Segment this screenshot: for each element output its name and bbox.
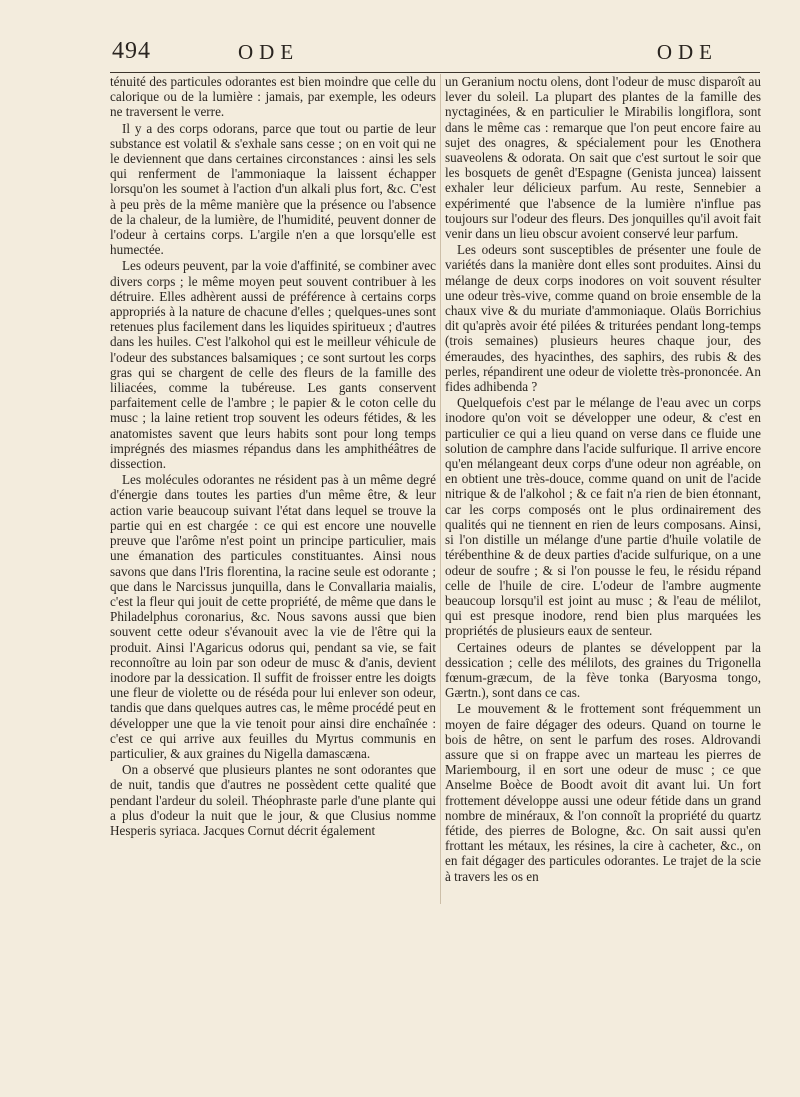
- running-head-right: ODE: [656, 40, 718, 64]
- paragraph: Les odeurs sont susceptibles de présenter une foule de variétés dans la manière dont elles sont produites. Ainsi du mélange de deux corps inodores on voit souvent résulter une odeur très-vive, comme quand on broie ensemble de la chaux vive & du muriate d'ammoniaque. Olaüs Borrichius dit qu'après avoir été pilées & triturées pendant long-temps (trois semaines) plusieurs heures chaque jour, des émeraudes, des hyacinthes, des saphirs, des rubis & des perles, répandirent une odeur de violette très-prononcée. An fides adhibenda ?: [445, 242, 761, 395]
- paragraph: ténuité des particules odorantes est bien moindre que celle du calorique ou de la lumière : jamais, par exemple, les odeurs ne traversent le verre.: [110, 74, 436, 120]
- page-number: 494: [112, 38, 151, 64]
- paragraph: Les odeurs peuvent, par la voie d'affinité, se combiner avec divers corps ; le même moyen peut souvent contribuer à les détruire. Elles adhèrent aussi de préférence à certains corps appropriés à la nature de chacune d'elles ; quelques-unes sont retenues plus facilement dans les liquides spiritueux ; d'autres dans les huiles. C'est l'alkohol qui est le meilleur véhicule de l'odeur des substances balsamiques ; ce sont surtout les corps gras qui se chargent de celle des fleurs de la famille des liliacées, comme la tubéreuse. Les gants conservent parfaitement celle de l'ambre ; le papier & le coton celle du musc ; la laine retient trop souvent les odeurs fétides, & les anatomistes savent que leurs habits sont pour long temps imprégnés des miasmes répandus dans les amphithéâtres de dissection.: [110, 258, 436, 472]
- right-column: [445, 74, 761, 1074]
- left-column: [110, 74, 436, 1074]
- paragraph: On a observé que plusieurs plantes ne sont odorantes que de nuit, tandis que d'autres ne possèdent cette qualité que pendant l'ardeur du soleil. Théophraste parle d'une plante qui a plus d'odeur la nuit que le jour, & que Clusius nomme Hesperis syriaca. Jacques Cornut décrit également: [110, 762, 436, 838]
- paragraph: Quelquefois c'est par le mélange de l'eau avec un corps inodore qu'on voit se développer une odeur, & c'est en particulier ce qui a lieu quand on verse dans ce fluide une solution de camphre dans l'acide sulfurique. Il arrive encore qu'en mélangeant deux corps d'une odeur non agréable, on en obtient une très-douce, comme quand on unit de l'acide nitrique & de l'alkohol ; & ce fait n'a rien de bien étonnant, car les corps composés ont le plus ordinairement des qualités qui ne tiennent en rien de leurs composans. Ainsi, si l'on distille un mélange d'une partie d'huile volatile de térébenthine & de deux parties d'acide sulfurique, on a une odeur de soufre ; & si l'on pousse le feu, le résidu répand celle de l'huile de cire. L'odeur de l'ambre augmente beaucoup lorsqu'il est joint au musc ; & l'eau de mélilot, qui est presque inodore, rend bien plus marquées les propriétés de plusieurs eaux de senteur.: [445, 395, 761, 639]
- column-divider: [440, 74, 441, 904]
- header-rule: [110, 72, 760, 73]
- running-head-left: ODE: [238, 40, 300, 64]
- page-header: [112, 38, 756, 68]
- paragraph: Certaines odeurs de plantes se développent par la dessication ; celle des mélilots, des graines du Trigonella fœnum-græcum, de la fève tonka (Baryosma tongo, Gærtn.), sont dans ce cas.: [445, 639, 761, 701]
- paragraph: Les molécules odorantes ne résident pas à un même degré d'énergie dans toutes les parties d'un même être, & leur action varie beaucoup suivant l'état dans lequel se trouve la partie qui en est chargée : ce qui est encore une nouvelle preuve que l'arôme n'est point un principe particulier, mais une émanation des particules constituantes. Ainsi nous savons que dans l'Iris florentina, la racine seule est odorante ; que dans le Narcissus junquilla, dans le Convallaria maialis, c'est la fleur qui jouit de cette propriété, de même que dans le Philadelphus coronarius, &c. Nous savons aussi que bien souvent cette odeur s'évanouit avec la vie de l'être qui la produit. Ainsi l'Agaricus odorus qui, pendant sa vie, se fait reconnoître au loin par son odeur de musc & d'anis, devient inodore par la dessication. Il suffit de froisser entre les doigts une fleur de violette ou de réséda pour lui enlever son odeur, tandis que dans quelques autres cas, le même procédé peut en développer une que la vie tenoit pour ainsi dire enchaînée : c'est ce qui arrive aux feuilles du Myrtus communis en particulier, & aux graines du Nigella damascæna.: [110, 472, 436, 761]
- paragraph: un Geranium noctu olens, dont l'odeur de musc disparoît au lever du soleil. La plupart des plantes de la famille des nyctaginées, & en particulier le Mirabilis longiflora, sont dans le même cas : remarque que l'on peut encore faire au sujet des onagres, & spécialement pour les Œnothera suaveolens & odorata. On sait que c'est surtout le soir que les bosquets de genêt d'Espagne (Genista juncea) laissent exhaler leur délicieux parfum. Au reste, Sennebier a expérimenté que l'absence de la lumière n'influe pas toujours sur l'odeur des fleurs. Des jonquilles qu'il avoit fait venir dans un lieu obscur avoient conservé leur parfum.: [445, 74, 761, 242]
- paragraph: Il y a des corps odorans, parce que tout ou partie de leur substance est volatil & s'exhale sans cesse ; on en voit qui ne le deviennent que dans certaines circonstances : ainsi les sels qui renferment de l'ammoniaque la laissent échapper lorsqu'on les soumet à l'action d'un alkali plus fort, &c. C'est à peu près de la même manière que la présence ou l'absence de la chaleur, de la lumière, de l'humidité, peuvent donner de l'odeur à certains corps. L'argile n'en a que lorsqu'elle est humectée.: [110, 120, 436, 258]
- paragraph: Le mouvement & le frottement sont fréquemment un moyen de faire dégager des odeurs. Quand on tourne le bois de hêtre, on sent le parfum des roses. Aldrovandi assure que si on frappe avec un marteau les pierres de Mariembourg, il en sort une odeur de musc ; ce que Anselme Boèce de Boodt avoit dit avant lui. Un fort frottement développe aussi une odeur fétide dans un grand nombre de minéraux, & l'on connoît la propriété du quartz fétide, des pierres de Bologne, &c. On sait aussi qu'en frottant les métaux, les résines, la cire à cacheter, &c., on en fait dégager des particules odorantes. Le trajet de la scie à travers les os en: [445, 701, 761, 884]
